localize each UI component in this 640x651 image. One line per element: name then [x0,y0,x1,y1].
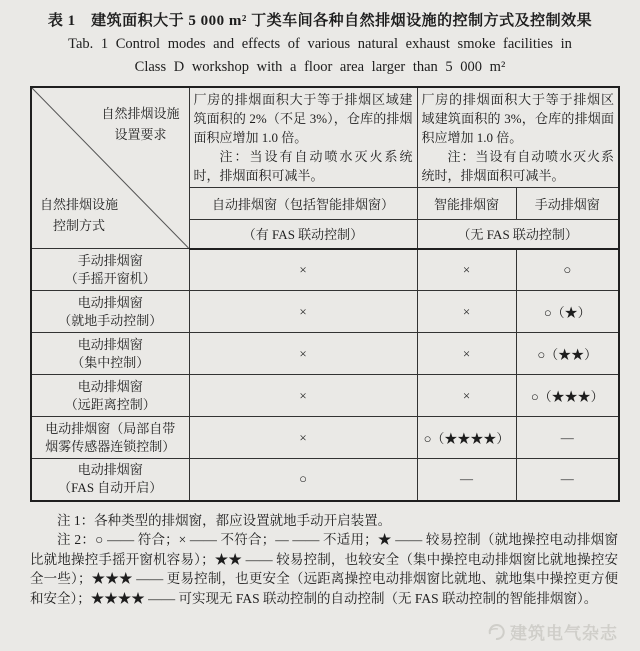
row-label-line: （就地手动控制） [58,312,163,328]
table-title-cn: 表 1 建筑面积大于 5 000 m² 丁类车间各种自然排烟设施的控制方式及控制效果 [47,13,593,29]
footnote-1: 注 1：各种类型的排烟窗，都应设置就地手动开启装置。 [57,512,392,528]
requirement-text: 厂房的排烟面积大于等于排烟区域建筑面积的 3%，仓库的排烟面积应增加 1.0 倍。 [421,92,614,145]
result-cell: × [189,291,417,333]
result-cell: × [189,249,417,291]
row-label-line: 电动排烟窗 [77,378,143,394]
corner-label-control-mode [40,194,118,236]
corner-label-line: 设置要求 [114,127,167,142]
header-smart-window: 智能排烟窗 [417,188,516,220]
row-label-line: 烟雾传感器连锁控制） [45,438,176,454]
result-cell: × [417,249,516,291]
result-cell: ○ [189,459,417,501]
header-without-fas: （无 FAS 联动控制） [417,220,619,249]
row-label [31,333,189,375]
result-cell: ○（★★★★） [417,417,516,459]
row-label [31,459,189,501]
row-label-line: 电动排烟窗（局部自带 [45,420,176,436]
row-label-line: （远距离控制） [64,396,156,412]
result-cell: — [417,459,516,501]
result-cell: × [189,333,417,375]
result-cell: × [417,291,516,333]
table-title-en-line2: Class D workshop with a floor area larger than 5 000 m² [134,59,506,75]
row-label [31,417,189,459]
requirement-3-percent-cell [417,87,619,188]
result-cell: ○（★） [516,291,619,333]
header-manual-window: 手动排烟窗 [516,188,619,220]
row-label [31,249,189,291]
corner-header-cell [31,87,189,249]
table-row [31,417,619,459]
row-label [31,375,189,417]
table-row [31,375,619,417]
row-label-line: （FAS 自动开启） [58,480,163,496]
result-cell: — [516,459,619,501]
row-label-line: 电动排烟窗 [77,462,143,478]
journal-watermark-text: 建筑电气杂志 [510,624,618,643]
result-cell: ○ [516,249,619,291]
result-cell: × [417,333,516,375]
requirement-2-percent-cell [189,87,417,188]
table-row [31,459,619,501]
requirement-text: 厂房的排烟面积大于等于排烟区域建筑面积的 2%（不足 3%），仓库的排烟面积应增加 1.0 倍。 [193,92,413,145]
header-requirements-row [31,87,619,188]
header-auto-window: 自动排烟窗（包括智能排烟窗） [189,188,417,220]
row-label-line: （手摇开窗机） [64,270,156,286]
control-modes-table [30,86,620,502]
corner-label-line: 自然排烟设施 [40,197,119,212]
result-cell: × [417,375,516,417]
result-cell: ○（★★★） [516,375,619,417]
row-label-line: 手动排烟窗 [77,252,143,268]
requirement-note: 注：当设有自动喷水灭火系统时，排烟面积可减半。 [193,149,413,183]
row-label [31,291,189,333]
footnote-2: 注 2：○ —— 符合；× —— 不符合；— —— 不适用；★ —— 较易控制（就地操控电动排烟窗比就地操控手摇开窗机容易）；★★ —— 较易控制，也较安全（集中操控电动排烟窗比就地操控安全一些）；★★★ —— 更易控制，也更安全（远距离操控电动排烟窗比就地、就地集中操控更方便和安全）；★★★★ —— 可实现无 FAS 联动控制的自动控制（无 FAS 联动控制的智能排烟窗）。 [30,532,618,606]
requirement-note: 注：当设有自动喷水灭火系统时，排烟面积可减半。 [421,149,614,183]
table-row [31,291,619,333]
journal-watermark [486,619,618,644]
journal-logo-icon [486,622,506,642]
result-cell: × [189,417,417,459]
table-title-en-line1: Tab. 1 Control modes and effects of various natural exhaust smoke facilities in [68,36,572,52]
row-label-line: 电动排烟窗 [77,294,143,310]
result-cell: ○（★★） [516,333,619,375]
row-label-line: 电动排烟窗 [77,336,143,352]
table-row [31,333,619,375]
table-row [31,249,619,291]
footnotes [30,511,618,609]
result-cell: × [189,375,417,417]
corner-label-setting-requirements [101,103,179,145]
result-cell: — [516,417,619,459]
corner-label-line: 自然排烟设施 [101,106,180,121]
row-label-line: （集中控制） [71,354,150,370]
header-with-fas: （有 FAS 联动控制） [189,220,417,249]
corner-label-line: 控制方式 [53,218,106,233]
